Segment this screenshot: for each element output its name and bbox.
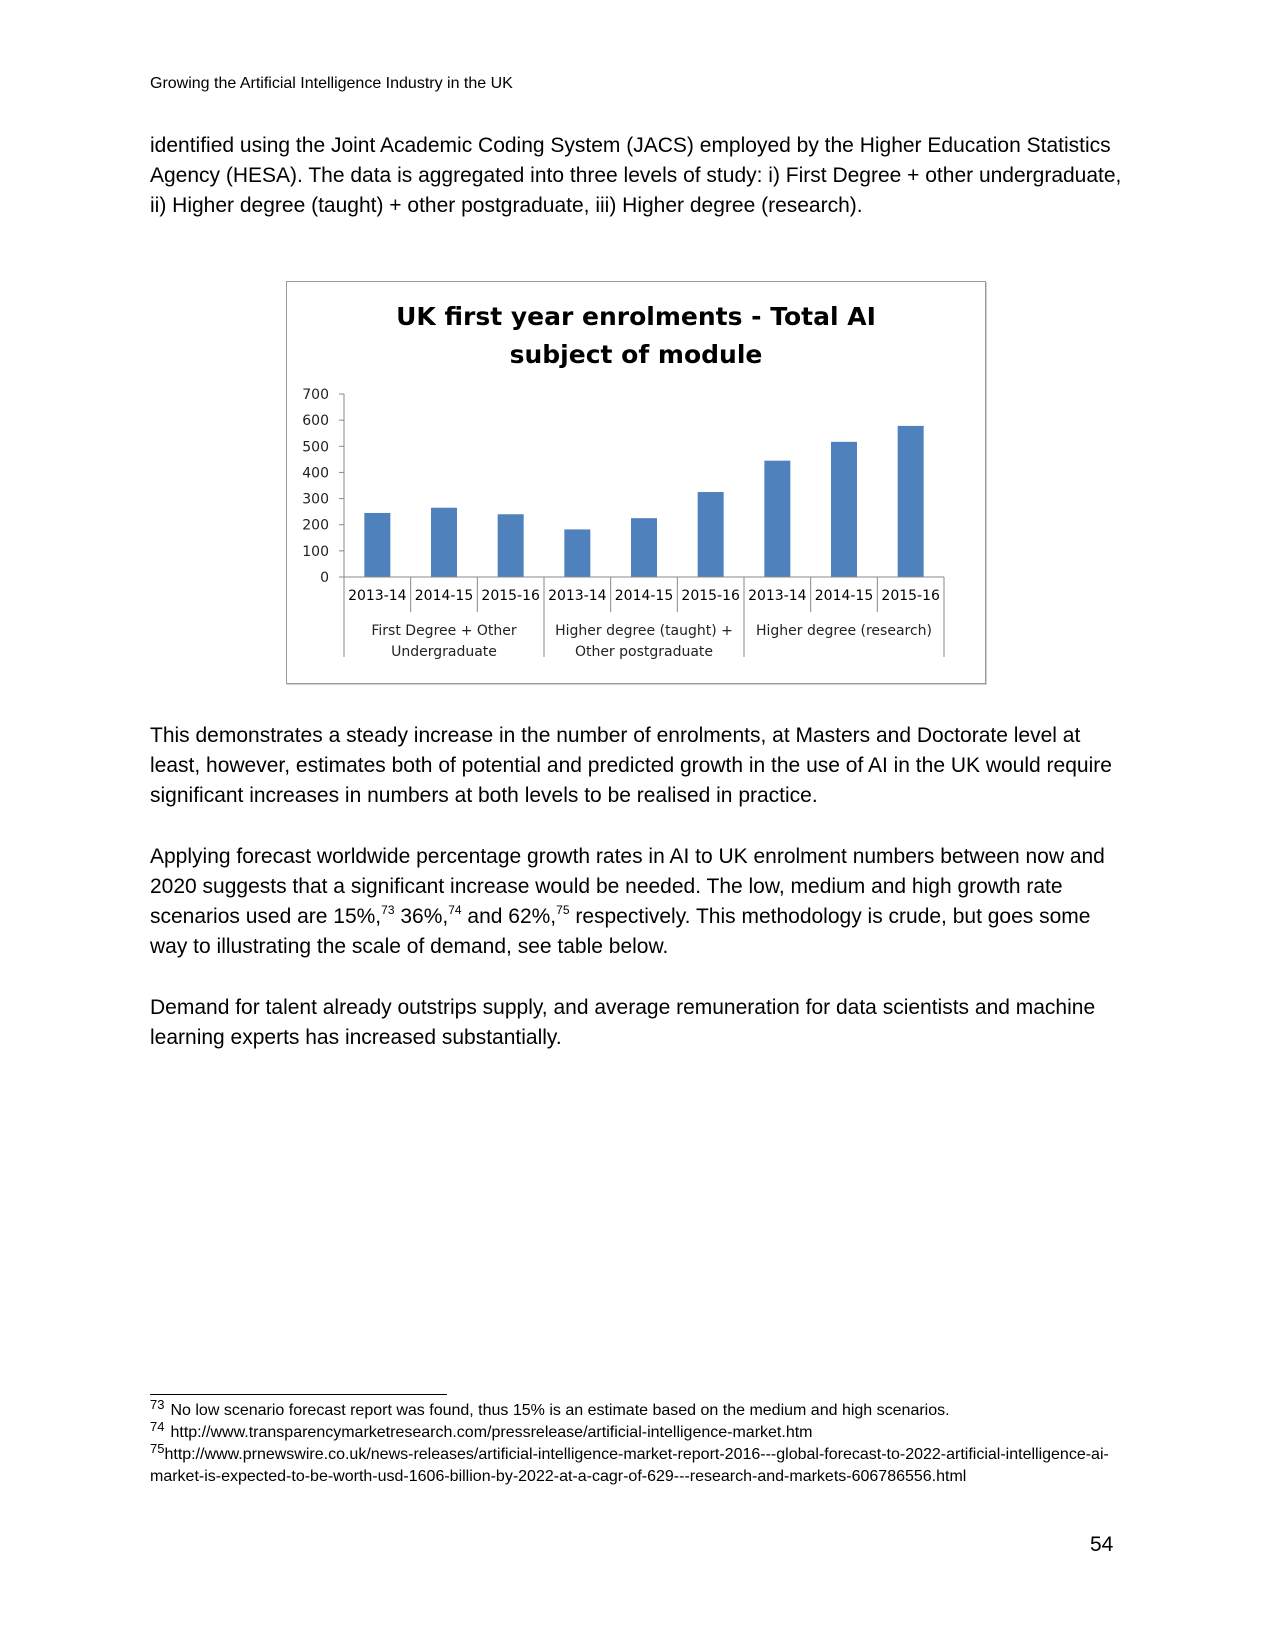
footnote-73-number: 73 xyxy=(150,1397,165,1412)
y-tick-label: 0 xyxy=(320,570,329,586)
x-tick-label: 2013-14 xyxy=(348,588,407,604)
x-tick-label: 2014-15 xyxy=(814,588,874,604)
y-tick-label: 400 xyxy=(302,465,329,482)
paragraph-3-part-b: 36%, xyxy=(394,905,449,928)
bar xyxy=(831,442,857,577)
footnote-73-text: No low scenario forecast report was found, thus 15% is an estimate based on the medium and high scenarios. xyxy=(170,1402,950,1419)
bar xyxy=(364,513,390,577)
footnote-74-link[interactable]: http://www.transparencymarketresearch.com/pressrelease/artificial-intelligence-market.htm xyxy=(170,1424,813,1441)
x-group-label-line-1: First Degree + Other xyxy=(371,623,517,639)
running-header: Growing the Artificial Intelligence Industry in the UK xyxy=(150,75,513,92)
x-tick-label: 2015-16 xyxy=(881,588,940,604)
body-paragraph-4: Demand for talent already outstrips supply, and average remuneration for data scientists and machine learning experts has increased substantially. xyxy=(150,996,1096,1049)
footnote-74-number: 74 xyxy=(150,1419,165,1434)
bar xyxy=(431,508,457,577)
y-axis xyxy=(302,387,344,586)
bar-series xyxy=(364,426,923,577)
x-group-label-line-2: Undergraduate xyxy=(391,644,497,660)
footnote-73 xyxy=(150,1397,1140,1422)
body-paragraph-1: identified using the Joint Academic Coding System (JACS) employed by the Higher Education Statistics Agency (HESA). The data is aggregated into three levels of study: i) First Degree + other undergraduate, ii) Higher degree (taught) + other postgraduate, iii) Higher degree (research). xyxy=(150,134,1122,217)
x-tick-label: 2014-15 xyxy=(614,588,674,604)
footnote-74 xyxy=(150,1419,1140,1444)
x-group-label-line-1: Higher degree (taught) + xyxy=(555,623,733,639)
x-tick-label: 2013-14 xyxy=(748,588,807,604)
bar xyxy=(564,529,590,577)
footnote-ref-75[interactable]: 75 xyxy=(556,903,570,917)
bar xyxy=(631,518,657,577)
x-group-label-line-1: Higher degree (research) xyxy=(756,623,932,639)
bar xyxy=(764,461,790,577)
body-paragraph-3 xyxy=(150,842,1130,962)
x-tick-label: 2015-16 xyxy=(481,588,540,604)
footnotes xyxy=(150,1397,1140,1488)
bar xyxy=(698,492,724,577)
footnote-ref-74[interactable]: 74 xyxy=(448,903,462,917)
bar xyxy=(898,426,924,577)
y-tick-label: 100 xyxy=(302,543,329,560)
chart-title-line-1: UK first year enrolments - Total AI xyxy=(396,302,876,331)
enrolments-bar-chart xyxy=(287,282,985,683)
x-group-label-line-2: Other postgraduate xyxy=(574,644,714,660)
y-tick-label: 600 xyxy=(302,413,329,430)
x-tick-label: 2013-14 xyxy=(548,588,607,604)
footnote-75-number: 75 xyxy=(150,1441,165,1456)
y-tick-label: 700 xyxy=(302,387,329,403)
page-number: 54 xyxy=(1090,1533,1114,1556)
footnote-ref-73[interactable]: 73 xyxy=(381,903,395,917)
y-tick-label: 500 xyxy=(302,439,329,456)
footnote-75 xyxy=(150,1441,1140,1488)
y-tick-label: 200 xyxy=(302,517,329,534)
x-tick-label: 2014-15 xyxy=(414,588,474,604)
chart-title-line-2: subject of module xyxy=(509,340,763,369)
paragraph-3-part-d: respectively. This methodology is crude, but goes some way to illustrating the scale of demand, see table below. xyxy=(150,905,1091,958)
footnote-75-link[interactable]: http://www.prnewswire.co.uk/news-releases/artificial-intelligence-market-report-2016---global-forecast-to-2022-artificial-intelligence-ai-market-is-expected-to-be-worth-usd-1606-billion-by-2022-at-a-cagr-of-629---research-and-markets-606786556.html xyxy=(150,1446,1109,1485)
enrolments-chart-figure xyxy=(286,281,986,684)
bar xyxy=(498,514,524,577)
paragraph-3-part-c: and 62%, xyxy=(461,905,557,928)
body-paragraph-2: This demonstrates a steady increase in the number of enrolments, at Masters and Doctorate level at least, however, estimates both of potential and predicted growth in the use of AI in the UK would require significant increases in numbers at both levels to be realised in practice. xyxy=(150,724,1112,807)
x-axis xyxy=(344,577,944,660)
y-tick-label: 300 xyxy=(302,491,329,508)
paragraph-3-part-a: Applying forecast worldwide percentage growth rates in AI to UK enrolment numbers between now and 2020 suggests that a significant increase would be needed. The low, medium and high growth rate scenarios used are 15%, xyxy=(150,845,1105,928)
x-tick-label: 2015-16 xyxy=(681,588,740,604)
footnote-separator xyxy=(150,1394,447,1395)
